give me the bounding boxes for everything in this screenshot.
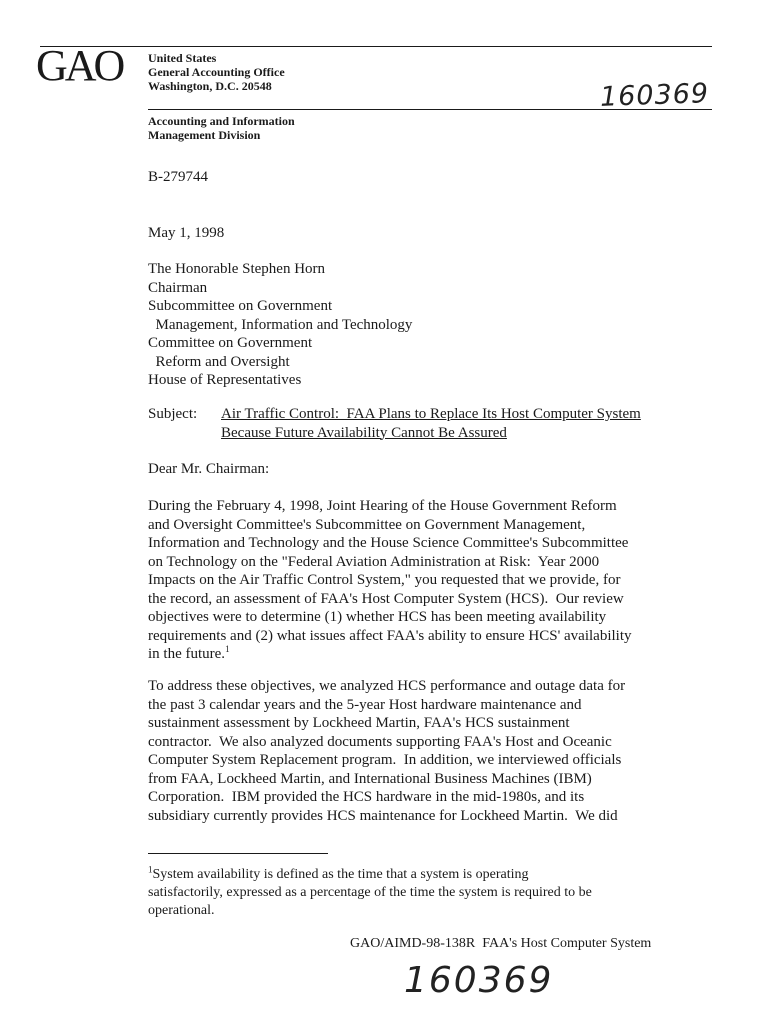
subject-label: Subject: [148, 406, 198, 422]
division-rule [148, 109, 712, 110]
handwritten-number-bottom: 160369 [404, 960, 554, 1001]
footnote-rule [148, 853, 328, 854]
letter-date: May 1, 1998 [148, 225, 225, 241]
recipient-address: The Honorable Stephen Horn Chairman Subcommittee on Government Management, Information and Technology Committee on Government Reform and Oversight House of Representatives [148, 261, 413, 388]
agency-address: United States General Accounting Office Washington, D.C. 20548 [148, 51, 285, 93]
paragraph-1 [148, 497, 632, 664]
paragraph-1-text: During the February 4, 1998, Joint Hearing of the House Government Reform and Oversight Committee's Subcommittee on Government Management, Information and Technology and the House Science Committee's Subcommittee on Technology on the "Federal Aviation Administration at Risk: Year 2000 Impacts on the Air Traffic Control System," you requested that we provide, for the record, an assessment of FAA's Host Computer System (HCS). Our review objectives were to determine (1) whether HCS has been meeting availability requirements and (2) what issues affect FAA's ability to ensure HCS' availability in the future. [148, 498, 632, 662]
division-name: Accounting and Information Management Division [148, 114, 295, 142]
footnote-text: System availability is defined as the time that a system is operating satisfactorily, expressed as a percentage of the time the system is required to be operational. [148, 867, 592, 918]
footnote [148, 866, 592, 920]
report-footer: GAO/AIMD-98-138R FAA's Host Computer System [350, 936, 652, 951]
reference-number: B-279744 [148, 169, 208, 185]
gao-logo: GAO [36, 41, 123, 90]
footnote-marker: 1 [225, 644, 230, 654]
header-rule [40, 46, 712, 47]
salutation: Dear Mr. Chairman: [148, 461, 270, 477]
paragraph-2: To address these objectives, we analyzed HCS performance and outage data for the past 3 calendar years and the 5-year Host hardware maintenance and sustainment assessment by Lockheed Martin, FAA's HCS sustainment contractor. We also analyzed documents supporting FAA's Host and Oceanic Computer System Replacement program. In addition, we interviewed officials from FAA, Lockheed Martin, and International Business Machines (IBM) Corporation. IBM provided the HCS hardware in the mid-1980s, and its subsidiary currently provides HCS maintenance for Lockheed Martin. We did [148, 678, 626, 824]
footnote-number: 1 [148, 864, 153, 875]
subject-text: Air Traffic Control: FAA Plans to Replace Its Host Computer System Because Future Availability Cannot Be Assured [221, 406, 641, 441]
handwritten-number-top: 160369 [599, 78, 710, 113]
